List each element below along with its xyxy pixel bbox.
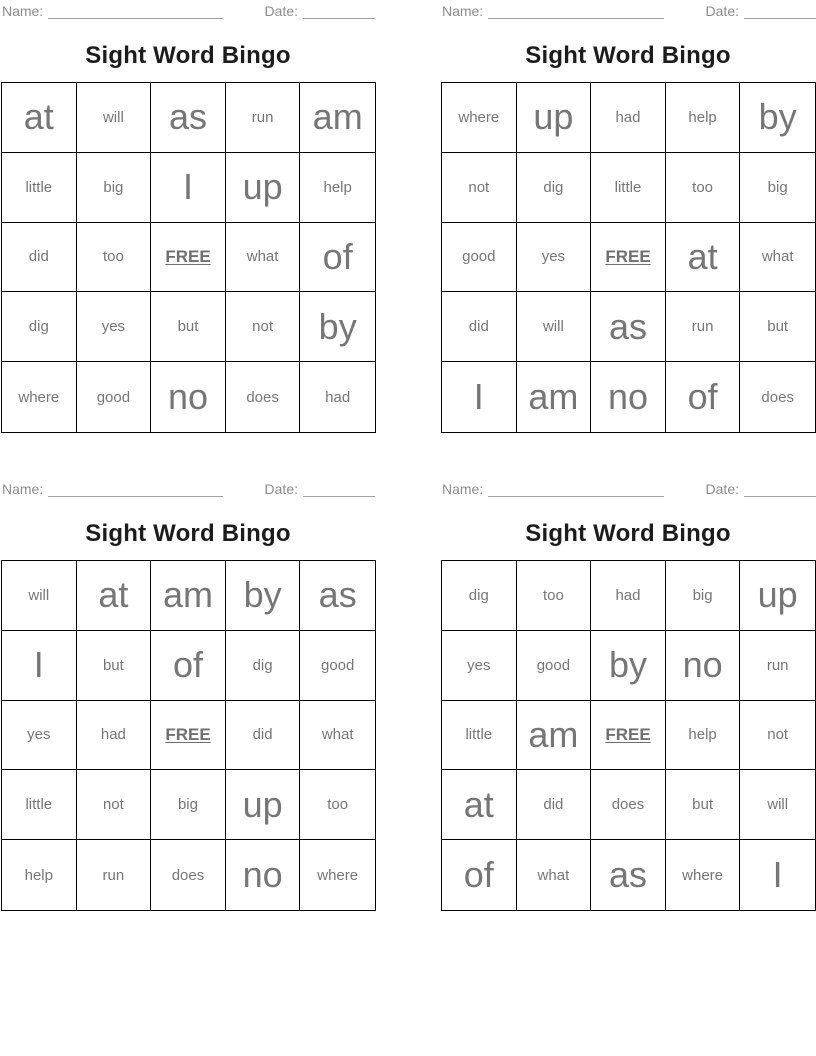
word-cell: will <box>517 292 592 362</box>
word-cell: run <box>666 292 741 362</box>
word-cell: but <box>666 770 741 840</box>
bingo-grid <box>1 560 376 911</box>
word-cell: did <box>442 292 517 362</box>
word-cell: big <box>77 153 152 223</box>
word-cell: dig <box>226 631 301 701</box>
word-cell: where <box>442 83 517 153</box>
word-cell: run <box>77 840 152 910</box>
date-blank-line <box>744 5 816 19</box>
word-cell: big <box>666 561 741 631</box>
word-cell: good <box>300 631 375 701</box>
word-cell: I <box>772 854 783 896</box>
word-cell: help <box>300 153 375 223</box>
word-cell: what <box>226 223 301 293</box>
date-label: Date: <box>705 481 739 497</box>
name-blank-line <box>488 483 663 497</box>
word-cell: help <box>666 83 741 153</box>
word-cell: not <box>442 153 517 223</box>
word-cell: little <box>442 701 517 771</box>
word-cell: little <box>2 153 77 223</box>
word-cell: yes <box>442 631 517 701</box>
word-cell: run <box>740 631 815 701</box>
word-cell: what <box>517 840 592 910</box>
word-cell: will <box>740 770 815 840</box>
word-cell: no <box>591 362 666 432</box>
word-cell: run <box>226 83 301 153</box>
bingo-card-top-right <box>408 0 816 478</box>
word-cell: does <box>151 840 226 910</box>
word-cell: up <box>517 83 592 153</box>
word-cell: of <box>442 840 517 910</box>
word-cell: where <box>317 866 359 884</box>
word-cell: dig <box>2 292 77 362</box>
word-cell: by <box>591 631 666 701</box>
word-cell: I <box>442 362 517 432</box>
name-date-row <box>442 3 816 20</box>
word-cell: not <box>226 292 301 362</box>
name-blank-line <box>48 483 222 497</box>
word-cell: yes <box>2 701 77 771</box>
word-cell: as <box>591 840 666 910</box>
free-cell: FREE <box>151 223 226 293</box>
bingo-grid <box>441 82 816 433</box>
word-cell: help <box>666 701 741 771</box>
bingo-card-bottom-left <box>0 478 408 956</box>
word-cell: up <box>740 561 815 631</box>
word-cell: good <box>517 631 592 701</box>
word-cell: up <box>226 153 301 223</box>
word-cell: good <box>442 223 517 293</box>
word-cell: at <box>77 561 152 631</box>
word-cell: not <box>77 770 152 840</box>
word-cell: dig <box>442 561 517 631</box>
name-blank-line <box>488 5 663 19</box>
bingo-card-top-left <box>0 0 408 478</box>
word-cell: as <box>300 561 375 631</box>
word-cell: as <box>591 292 666 362</box>
word-cell: am <box>151 561 226 631</box>
card-title: Sight Word Bingo <box>525 42 731 69</box>
word-cell: by <box>740 83 815 153</box>
word-cell: no <box>666 631 741 701</box>
name-date-row <box>2 481 375 498</box>
word-cell: where <box>2 362 77 432</box>
word-cell: little <box>2 770 77 840</box>
word-cell: good <box>77 362 152 432</box>
word-cell: what <box>300 701 375 771</box>
word-cell: yes <box>77 292 152 362</box>
word-cell: big <box>740 153 815 223</box>
word-cell: but <box>740 292 815 362</box>
word-cell: but <box>77 631 152 701</box>
word-cell: I <box>2 631 77 701</box>
bingo-grid <box>441 560 816 911</box>
word-cell: little <box>591 153 666 223</box>
word-cell: by <box>226 561 301 631</box>
word-cell: at <box>666 223 741 293</box>
name-label: Name: <box>2 481 44 497</box>
word-cell: did <box>2 223 77 293</box>
word-cell: had <box>325 388 351 406</box>
word-cell: am <box>517 701 592 771</box>
word-cell: does <box>591 770 666 840</box>
word-cell: big <box>151 770 226 840</box>
date-blank-line <box>303 483 375 497</box>
name-date-row <box>442 481 816 498</box>
date-label: Date: <box>264 481 298 497</box>
free-cell: FREE <box>591 223 666 293</box>
word-cell: of <box>666 362 741 432</box>
word-cell: of <box>151 631 226 701</box>
bingo-card-bottom-right <box>408 478 816 956</box>
word-cell: am <box>517 362 592 432</box>
word-cell: as <box>151 83 226 153</box>
date-blank-line <box>303 5 375 19</box>
date-label: Date: <box>264 3 298 19</box>
card-title: Sight Word Bingo <box>85 520 291 547</box>
word-cell: will <box>77 83 152 153</box>
word-cell: help <box>2 840 77 910</box>
word-cell: what <box>740 223 815 293</box>
name-label: Name: <box>2 3 44 19</box>
name-label: Name: <box>442 481 484 497</box>
word-cell: at <box>442 770 517 840</box>
word-cell: had <box>77 701 152 771</box>
word-cell: does <box>226 362 301 432</box>
word-cell: did <box>517 770 592 840</box>
word-cell: too <box>666 153 741 223</box>
word-cell: no <box>151 362 226 432</box>
card-title: Sight Word Bingo <box>525 520 731 547</box>
date-label: Date: <box>705 3 739 19</box>
word-cell: too <box>77 223 152 293</box>
word-cell: at <box>2 83 77 153</box>
word-cell: too <box>300 770 375 840</box>
word-cell: but <box>151 292 226 362</box>
word-cell: up <box>226 770 301 840</box>
word-cell: does <box>761 388 794 406</box>
word-cell: of <box>300 223 375 293</box>
free-cell: FREE <box>591 701 666 771</box>
word-cell: where <box>666 840 741 910</box>
word-cell: too <box>517 561 592 631</box>
date-blank-line <box>744 483 816 497</box>
card-title: Sight Word Bingo <box>85 42 291 69</box>
word-cell: had <box>591 83 666 153</box>
word-cell: yes <box>517 223 592 293</box>
name-label: Name: <box>442 3 484 19</box>
word-cell: not <box>740 701 815 771</box>
word-cell: did <box>226 701 301 771</box>
word-cell: by <box>300 292 375 362</box>
word-cell: dig <box>517 153 592 223</box>
word-cell: will <box>2 561 77 631</box>
name-blank-line <box>48 5 222 19</box>
word-cell: no <box>226 840 301 910</box>
name-date-row <box>2 3 375 20</box>
word-cell: am <box>300 83 375 153</box>
free-cell: FREE <box>151 701 226 771</box>
word-cell: I <box>151 153 226 223</box>
bingo-grid <box>1 82 376 433</box>
word-cell: had <box>591 561 666 631</box>
